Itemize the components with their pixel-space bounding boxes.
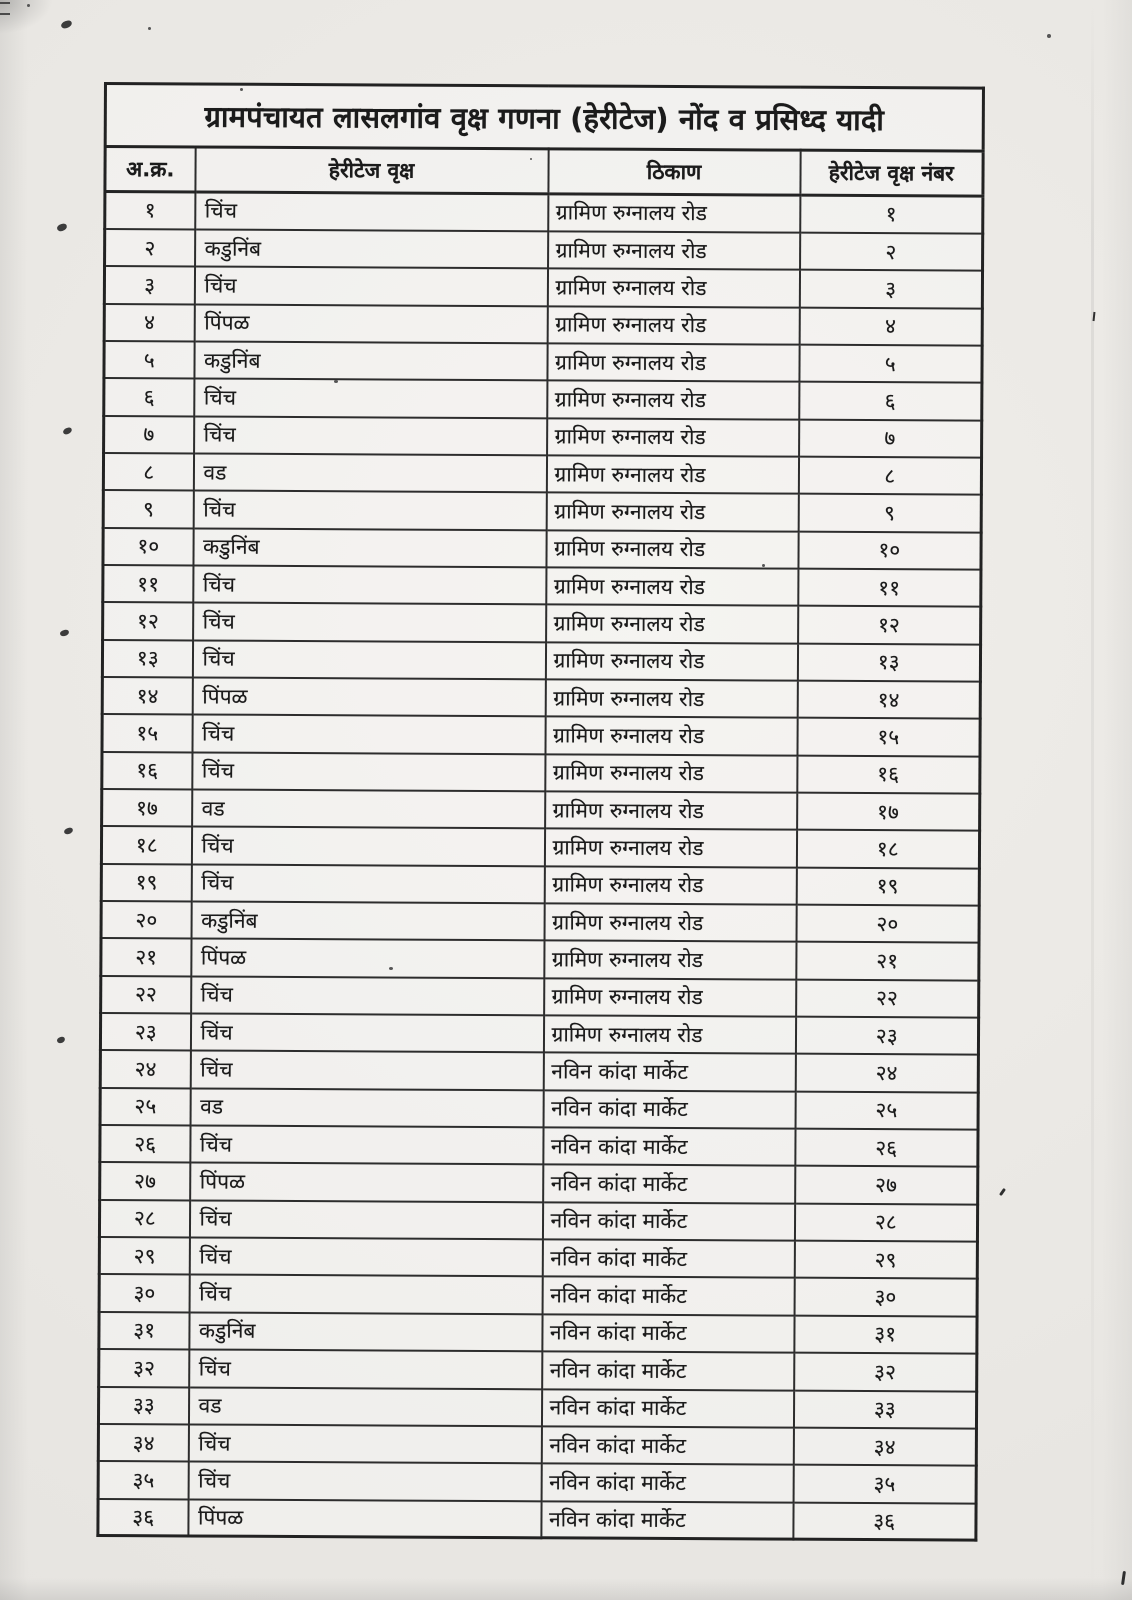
serial-number-cell: ३६ bbox=[98, 1499, 188, 1537]
tree-number-cell: १५ bbox=[797, 718, 980, 756]
tree-name-cell: पिंपळ bbox=[192, 677, 545, 716]
serial-number-cell: ३४ bbox=[98, 1424, 188, 1462]
serial-number-cell: १९ bbox=[101, 864, 191, 902]
scan-edge-mark bbox=[0, 2, 10, 15]
location-cell: नविन कांदा मार्केट bbox=[542, 1277, 794, 1316]
location-cell: ग्रामिण रुग्नालय रोड bbox=[545, 791, 797, 830]
scan-tick bbox=[999, 1188, 1006, 1196]
tree-name-cell: पिंपळ bbox=[188, 1499, 541, 1538]
location-cell: ग्रामिण रुग्नालय रोड bbox=[546, 493, 798, 532]
table-row bbox=[100, 1013, 978, 1055]
tree-number-cell: ३ bbox=[799, 270, 982, 308]
serial-number-cell: २३ bbox=[100, 1013, 190, 1051]
tree-name-cell: चिंच bbox=[194, 416, 547, 455]
table-row bbox=[102, 752, 980, 794]
serial-number-cell: ७ bbox=[104, 416, 194, 454]
scan-dot bbox=[148, 27, 151, 30]
serial-number-cell: २ bbox=[105, 229, 195, 267]
scan-dot bbox=[1047, 34, 1051, 38]
serial-number-cell: ९ bbox=[103, 490, 193, 528]
column-header-tree: हेरीटेज वृक्ष bbox=[195, 147, 548, 194]
tree-number-cell: २१ bbox=[796, 942, 979, 980]
tree-name-cell: चिंच bbox=[189, 1200, 542, 1239]
serial-number-cell: ३१ bbox=[99, 1312, 189, 1350]
table-row bbox=[100, 1125, 978, 1167]
serial-number-cell: १५ bbox=[102, 714, 192, 752]
tree-number-cell: ७ bbox=[799, 419, 982, 457]
tree-name-cell: चिंच bbox=[189, 1238, 542, 1277]
tree-number-cell: ९ bbox=[798, 494, 981, 532]
location-cell: ग्रामिण रुग्नालय रोड bbox=[548, 194, 800, 233]
serial-number-cell: २२ bbox=[101, 976, 191, 1014]
table-row bbox=[105, 192, 983, 234]
location-cell: नविन कांदा मार्केट bbox=[542, 1239, 794, 1278]
serial-number-cell: ३३ bbox=[98, 1386, 188, 1424]
table-row bbox=[101, 826, 979, 868]
table-row bbox=[99, 1200, 977, 1242]
table-row bbox=[98, 1424, 976, 1466]
table-row bbox=[104, 416, 982, 458]
serial-number-cell: २४ bbox=[100, 1050, 190, 1088]
tree-name-cell: वड bbox=[193, 453, 546, 492]
location-cell: नविन कांदा मार्केट bbox=[543, 1165, 795, 1204]
table-row bbox=[98, 1461, 976, 1503]
tree-number-cell: २० bbox=[796, 905, 979, 943]
tree-number-cell: ३१ bbox=[794, 1315, 977, 1353]
tree-number-cell: १० bbox=[798, 531, 981, 569]
tree-number-cell: १२ bbox=[798, 606, 981, 644]
location-cell: ग्रामिण रुग्नालय रोड bbox=[544, 903, 796, 942]
serial-number-cell: २६ bbox=[100, 1125, 190, 1163]
location-cell: ग्रामिण रुग्नालय रोड bbox=[544, 829, 796, 868]
location-cell: नविन कांदा मार्केट bbox=[541, 1501, 793, 1540]
location-cell: ग्रामिण रुग्नालय रोड bbox=[544, 866, 796, 905]
table-row bbox=[99, 1312, 977, 1354]
table-row bbox=[98, 1499, 976, 1541]
serial-number-cell: २९ bbox=[99, 1237, 189, 1275]
tree-name-cell: पिंपळ bbox=[191, 939, 544, 978]
location-cell: ग्रामिण रुग्नालय रोड bbox=[545, 642, 797, 681]
serial-number-cell: ३ bbox=[104, 266, 194, 304]
tree-name-cell: कडुनिंब bbox=[189, 1312, 542, 1351]
tree-number-cell: १ bbox=[800, 195, 983, 233]
serial-number-cell: ८ bbox=[103, 453, 193, 491]
serial-number-cell: २७ bbox=[100, 1162, 190, 1200]
location-cell: नविन कांदा मार्केट bbox=[541, 1463, 793, 1502]
table-row bbox=[102, 640, 980, 682]
tree-name-cell: चिंच bbox=[191, 827, 544, 866]
tree-name-cell: चिंच bbox=[195, 192, 548, 231]
tree-name-cell: वड bbox=[192, 789, 545, 828]
table-row bbox=[101, 864, 979, 906]
table-row bbox=[101, 901, 979, 943]
tree-number-cell: २७ bbox=[795, 1166, 978, 1204]
tree-name-cell: कडुनिंब bbox=[194, 341, 547, 380]
tree-name-cell: चिंच bbox=[193, 491, 546, 530]
location-cell: ग्रामिण रुग्नालय रोड bbox=[547, 343, 799, 382]
tree-name-cell: चिंच bbox=[191, 864, 544, 903]
location-cell: ग्रामिण रुग्नालय रोड bbox=[547, 381, 799, 420]
location-cell: नविन कांदा मार्केट bbox=[543, 1127, 795, 1166]
serial-number-cell: १८ bbox=[101, 826, 191, 864]
scan-speck bbox=[63, 827, 73, 835]
table-row bbox=[104, 341, 982, 383]
serial-number-cell: २१ bbox=[101, 938, 191, 976]
tree-number-cell: ३२ bbox=[794, 1353, 977, 1391]
location-cell: ग्रामिण रुग्नालय रोड bbox=[547, 418, 799, 457]
tree-number-cell: २४ bbox=[795, 1054, 978, 1092]
tree-number-cell: ६ bbox=[799, 382, 982, 420]
serial-number-cell: २८ bbox=[99, 1200, 189, 1238]
serial-number-cell: ३० bbox=[99, 1274, 189, 1312]
tree-number-cell: २३ bbox=[795, 1017, 978, 1055]
location-cell: ग्रामिण रुग्नालय रोड bbox=[546, 567, 798, 606]
tree-number-cell: ८ bbox=[798, 457, 981, 495]
tree-name-cell: वड bbox=[190, 1088, 543, 1127]
title-row bbox=[105, 84, 983, 152]
location-cell: ग्रामिण रुग्नालय रोड bbox=[543, 1015, 795, 1054]
tree-name-cell: पिंपळ bbox=[194, 304, 547, 343]
location-cell: ग्रामिण रुग्नालय रोड bbox=[547, 306, 799, 345]
tree-table-body bbox=[98, 192, 983, 1541]
location-cell: नविन कांदा मार्केट bbox=[541, 1426, 793, 1465]
location-cell: ग्रामिण रुग्नालय रोड bbox=[547, 269, 799, 308]
serial-number-cell: १६ bbox=[102, 752, 192, 790]
tree-number-cell: ३५ bbox=[793, 1465, 976, 1503]
scan-dot bbox=[389, 967, 393, 970]
location-cell: नविन कांदा मार्केट bbox=[542, 1314, 794, 1353]
tree-name-cell: चिंच bbox=[191, 976, 544, 1015]
scan-speck bbox=[60, 19, 73, 29]
column-header-location: ठिकाण bbox=[548, 149, 800, 195]
serial-number-cell: ११ bbox=[103, 565, 193, 603]
serial-number-cell: २५ bbox=[100, 1088, 190, 1126]
serial-number-cell: १ bbox=[105, 192, 195, 230]
tree-name-cell: चिंच bbox=[189, 1350, 542, 1389]
scan-dot bbox=[240, 88, 243, 91]
tree-name-cell: चिंच bbox=[193, 565, 546, 604]
serial-number-cell: १४ bbox=[102, 677, 192, 715]
serial-number-cell: १० bbox=[103, 528, 193, 566]
serial-number-cell: १३ bbox=[102, 640, 192, 678]
tree-name-cell: चिंच bbox=[192, 715, 545, 754]
table-row bbox=[104, 378, 982, 420]
location-cell: नविन कांदा मार्केट bbox=[543, 1053, 795, 1092]
tree-number-cell: ४ bbox=[799, 307, 982, 345]
tree-name-cell: चिंच bbox=[192, 640, 545, 679]
table-row bbox=[103, 490, 981, 532]
location-cell: ग्रामिण रुग्नालय रोड bbox=[544, 941, 796, 980]
tree-number-cell: १३ bbox=[797, 643, 980, 681]
location-cell: ग्रामिण रुग्नालय रोड bbox=[546, 530, 798, 569]
tree-number-cell: ३० bbox=[794, 1278, 977, 1316]
table-row bbox=[98, 1386, 976, 1428]
location-cell: नविन कांदा मार्केट bbox=[541, 1389, 793, 1428]
table-row bbox=[100, 1050, 978, 1092]
tree-number-cell: ३६ bbox=[793, 1502, 976, 1540]
serial-number-cell: ३२ bbox=[99, 1349, 189, 1387]
heritage-tree-table-grid bbox=[96, 82, 985, 1542]
tree-name-cell: चिंच bbox=[189, 1275, 542, 1314]
tree-number-cell: २ bbox=[800, 232, 983, 270]
scan-dot bbox=[27, 4, 30, 7]
tree-name-cell: चिंच bbox=[188, 1424, 541, 1463]
tree-name-cell: चिंच bbox=[190, 1014, 543, 1053]
serial-number-cell: ४ bbox=[104, 304, 194, 342]
table-row bbox=[102, 677, 980, 719]
tree-number-cell: २६ bbox=[795, 1129, 978, 1167]
scan-dot bbox=[762, 564, 765, 567]
location-cell: नविन कांदा मार्केट bbox=[543, 1090, 795, 1129]
table-row bbox=[103, 565, 981, 607]
scan-dot bbox=[530, 158, 532, 160]
tree-number-cell: २२ bbox=[796, 979, 979, 1017]
heritage-tree-table bbox=[96, 82, 985, 1542]
location-cell: ग्रामिण रुग्नालय रोड bbox=[548, 231, 800, 270]
table-row bbox=[104, 266, 982, 308]
tree-number-cell: ११ bbox=[798, 569, 981, 607]
column-header-tree-number: हेरीटेज वृक्ष नंबर bbox=[800, 150, 983, 196]
tree-number-cell: २८ bbox=[794, 1203, 977, 1241]
tree-name-cell: चिंच bbox=[194, 267, 547, 306]
serial-number-cell: १७ bbox=[102, 789, 192, 827]
tree-name-cell: चिंच bbox=[188, 1462, 541, 1501]
scan-speck bbox=[62, 427, 73, 436]
scan-speck bbox=[56, 1036, 65, 1044]
corner-pen-tick bbox=[1121, 1571, 1126, 1585]
tree-number-cell: ३३ bbox=[793, 1390, 976, 1428]
location-cell: ग्रामिण रुग्नालय रोड bbox=[546, 455, 798, 494]
column-header-row bbox=[105, 147, 983, 197]
tree-number-cell: २५ bbox=[795, 1091, 978, 1129]
table-row bbox=[100, 1162, 978, 1204]
tree-name-cell: चिंच bbox=[190, 1126, 543, 1165]
tree-number-cell: ३४ bbox=[793, 1427, 976, 1465]
table-row bbox=[99, 1274, 977, 1316]
serial-number-cell: ६ bbox=[104, 378, 194, 416]
table-row bbox=[103, 528, 981, 570]
location-cell: ग्रामिण रुग्नालय रोड bbox=[544, 978, 796, 1017]
serial-number-cell: ५ bbox=[104, 341, 194, 379]
table-row bbox=[99, 1349, 977, 1391]
tree-name-cell: चिंच bbox=[193, 603, 546, 642]
location-cell: ग्रामिण रुग्नालय रोड bbox=[545, 754, 797, 793]
scan-dot bbox=[334, 380, 338, 383]
scan-tick bbox=[1093, 312, 1096, 321]
serial-number-cell: २० bbox=[101, 901, 191, 939]
document-title: ग्रामपंचायत लासलगांव वृक्ष गणना (हेरीटेज) नोंद व प्रसिध्द यादी bbox=[105, 84, 983, 152]
table-row bbox=[102, 789, 980, 831]
serial-number-cell: ३५ bbox=[98, 1461, 188, 1499]
table-row bbox=[101, 976, 979, 1018]
tree-name-cell: कडुनिंब bbox=[195, 229, 548, 268]
tree-number-cell: १४ bbox=[797, 681, 980, 719]
scan-speck bbox=[56, 223, 67, 232]
tree-number-cell: १९ bbox=[796, 867, 979, 905]
location-cell: ग्रामिण रुग्नालय रोड bbox=[545, 717, 797, 756]
table-row bbox=[102, 714, 980, 756]
tree-name-cell: चिंच bbox=[192, 752, 545, 791]
paper-fold-line bbox=[1091, 0, 1094, 1600]
table-row bbox=[104, 304, 982, 346]
tree-name-cell: पिंपळ bbox=[190, 1163, 543, 1202]
table-row bbox=[103, 453, 981, 495]
table-row bbox=[99, 1237, 977, 1279]
location-cell: नविन कांदा मार्केट bbox=[542, 1202, 794, 1241]
tree-number-cell: १७ bbox=[797, 793, 980, 831]
table-row bbox=[103, 602, 981, 644]
column-header-serial: अ.क्र. bbox=[105, 147, 195, 192]
table-row bbox=[105, 229, 983, 271]
table-row bbox=[101, 938, 979, 980]
tree-number-cell: १८ bbox=[796, 830, 979, 868]
tree-number-cell: ५ bbox=[799, 345, 982, 383]
tree-number-cell: १६ bbox=[797, 755, 980, 793]
table-row bbox=[100, 1088, 978, 1130]
location-cell: ग्रामिण रुग्नालय रोड bbox=[545, 679, 797, 718]
tree-name-cell: चिंच bbox=[194, 379, 547, 418]
location-cell: ग्रामिण रुग्नालय रोड bbox=[546, 605, 798, 644]
tree-name-cell: चिंच bbox=[190, 1051, 543, 1090]
location-cell: नविन कांदा मार्केट bbox=[542, 1351, 794, 1390]
scan-speck bbox=[59, 629, 69, 637]
tree-name-cell: वड bbox=[188, 1387, 541, 1426]
tree-name-cell: कडुनिंब bbox=[191, 901, 544, 940]
tree-number-cell: २९ bbox=[794, 1241, 977, 1279]
tree-name-cell: कडुनिंब bbox=[193, 528, 546, 567]
serial-number-cell: १२ bbox=[103, 602, 193, 640]
